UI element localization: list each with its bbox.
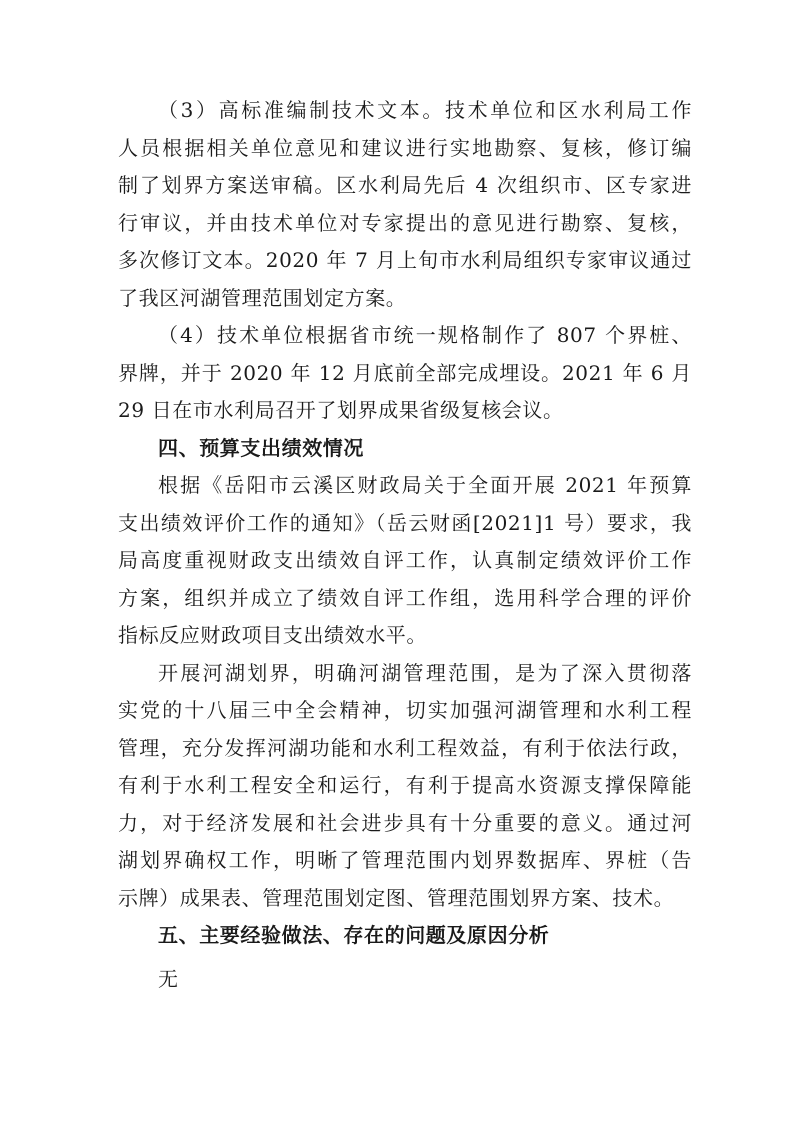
- text-line: 实党的十八届三中全会精神，切实加强河湖管理和水利工程: [118, 698, 692, 722]
- text-line: 多次修订文本。2020 年 7 月上旬市水利局组织专家审议通过: [118, 248, 692, 272]
- text-line: 管理，充分发挥河湖功能和水利工程效益，有利于依法行政，: [118, 735, 692, 760]
- paragraph-technical-documents: [118, 92, 692, 317]
- text-line: 指标反应财政项目支出绩效水平。: [118, 623, 427, 647]
- document-body: [118, 92, 692, 998]
- paragraph-performance-evaluation: [118, 467, 692, 655]
- text-line: 29 日在市水利局召开了划界成果省级复核会议。: [118, 398, 564, 422]
- text-line: 有利于水利工程安全和运行，有利于提高水资源支撑保障能: [118, 773, 692, 797]
- text-line: 人员根据相关单位意见和建议进行实地勘察、复核，修订编: [118, 135, 692, 160]
- text-line: 了我区河湖管理范围划定方案。: [118, 285, 407, 310]
- text-line: 开展河湖划界，明确河湖管理范围，是为了深入贯彻落: [158, 660, 692, 685]
- text-line: 示牌）成果表、管理范围划定图、管理范围划界方案、技术。: [118, 885, 675, 910]
- text-line: 局高度重视财政支出绩效自评工作，认真制定绩效评价工作: [118, 548, 692, 572]
- text-line: 支出绩效评价工作的通知》（岳云财函[2021]1 号）要求，我: [118, 510, 692, 535]
- text-line: （3）高标准编制技术文本。技术单位和区水利局工作: [158, 98, 692, 122]
- section-heading-experience-problems: 五、主要经验做法、存在的问题及原因分析: [158, 923, 550, 947]
- section-heading-budget-performance: 四、预算支出绩效情况: [158, 435, 364, 460]
- text-line: 力，对于经济发展和社会进步具有十分重要的意义。通过河: [118, 810, 692, 835]
- text-line: 湖划界确权工作，明晰了管理范围内划界数据库、界桩（告: [118, 848, 692, 872]
- text-line: 制了划界方案送审稿。区水利局先后 4 次组织市、区专家进: [118, 173, 692, 197]
- text-line: 行审议，并由技术单位对专家提出的意见进行勘察、复核，: [118, 210, 692, 235]
- text-line: （4）技术单位根据省市统一规格制作了 807 个界桩、: [158, 323, 692, 347]
- text-line: 根据《岳阳市云溪区财政局关于全面开展 2021 年预算: [158, 473, 692, 497]
- section-body-none: 无: [158, 966, 178, 991]
- paragraph-boundary-markers: [118, 317, 692, 430]
- text-line: 界牌，并于 2020 年 12 月底前全部完成埋设。2021 年 6 月: [118, 360, 692, 385]
- paragraph-river-lake-demarcation: [118, 655, 692, 918]
- text-line: 方案，组织并成立了绩效自评工作组，选用科学合理的评价: [118, 585, 692, 610]
